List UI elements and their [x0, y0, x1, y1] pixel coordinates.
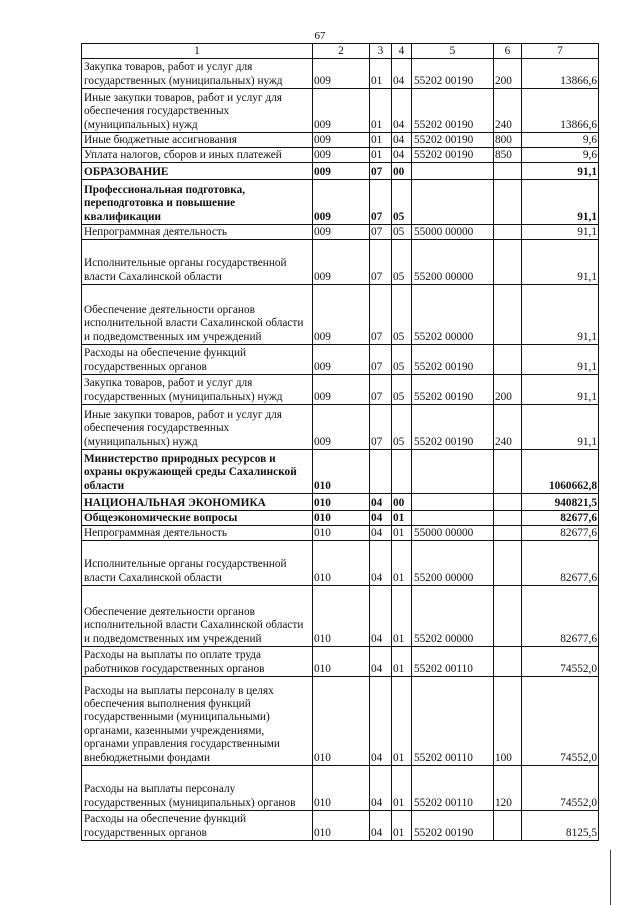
section-code-cell: 04 — [370, 647, 392, 677]
subsection-code-cell: 01 — [392, 766, 412, 811]
section-code-cell: 07 — [370, 285, 392, 345]
ministry-code-cell: 009 — [313, 345, 370, 375]
expense-type-cell: 200 — [494, 375, 522, 405]
expense-type-cell — [494, 450, 522, 494]
ministry-code-cell: 010 — [313, 494, 370, 511]
page-number: 67 — [314, 30, 326, 42]
table-row — [82, 285, 599, 345]
table-row — [82, 345, 599, 375]
section-code-cell: 04 — [370, 494, 392, 511]
amount-cell: 82677,6 — [522, 541, 599, 586]
table-row — [82, 526, 599, 541]
section-code-cell: 07 — [370, 345, 392, 375]
subsection-code-cell: 01 — [392, 541, 412, 586]
row-name-cell: Закупка товаров, работ и услуг для государственных (муниципальных) нужд — [82, 375, 313, 405]
target-article-cell: 55202 00110 — [412, 677, 494, 766]
section-code-cell: 04 — [370, 677, 392, 766]
subsection-code-cell: 05 — [392, 225, 412, 240]
subsection-code-cell: 05 — [392, 405, 412, 450]
amount-cell: 91,1 — [522, 345, 599, 375]
ministry-code-cell: 009 — [313, 285, 370, 345]
target-article-cell — [412, 180, 494, 225]
expense-type-cell — [494, 811, 522, 841]
section-code-cell: 01 — [370, 148, 392, 163]
amount-cell: 82677,6 — [522, 526, 599, 541]
amount-cell: 91,1 — [522, 180, 599, 225]
expense-type-cell — [494, 526, 522, 541]
row-name-cell: Обеспечение деятельности органов исполнительной власти Сахалинской области и подведомственных им учреждений — [82, 285, 313, 345]
target-article-cell: 55202 00190 — [412, 811, 494, 841]
row-name-cell: Иные бюджетные ассигнования — [82, 133, 313, 148]
table-row — [82, 180, 599, 225]
section-code-cell: 07 — [370, 225, 392, 240]
row-name-cell: Общеэкономические вопросы — [82, 511, 313, 526]
table-row — [82, 811, 599, 841]
column-number-row — [82, 44, 599, 59]
ministry-code-cell: 009 — [313, 133, 370, 148]
row-name-cell: Расходы на выплаты персоналу государственных (муниципальных) органов — [82, 766, 313, 811]
table-row — [82, 163, 599, 180]
subsection-code-cell: 04 — [392, 89, 412, 133]
amount-cell: 91,1 — [522, 285, 599, 345]
column-header: 6 — [494, 44, 522, 59]
row-name-cell: Расходы на выплаты персоналу в целях обеспечения выполнения функций государственными (муниципальными) органами, казенными учреждениями, органами управления государственными внебюджетными фондами — [82, 677, 313, 766]
ministry-code-cell: 010 — [313, 450, 370, 494]
target-article-cell: 55202 00110 — [412, 647, 494, 677]
expense-type-cell — [494, 285, 522, 345]
target-article-cell: 55202 00190 — [412, 59, 494, 89]
target-article-cell: 55202 00190 — [412, 405, 494, 450]
expense-type-cell — [494, 180, 522, 225]
row-name-cell: Расходы на выплаты по оплате труда работников государственных органов — [82, 647, 313, 677]
section-code-cell: 04 — [370, 811, 392, 841]
subsection-code-cell: 05 — [392, 345, 412, 375]
ministry-code-cell: 009 — [313, 59, 370, 89]
expense-type-cell — [494, 494, 522, 511]
target-article-cell — [412, 511, 494, 526]
table-row — [82, 405, 599, 450]
ministry-code-cell: 010 — [313, 766, 370, 811]
ministry-code-cell: 009 — [313, 405, 370, 450]
ministry-code-cell: 009 — [313, 163, 370, 180]
subsection-code-cell: 04 — [392, 133, 412, 148]
table-row — [82, 647, 599, 677]
expense-type-cell: 240 — [494, 89, 522, 133]
ministry-code-cell: 010 — [313, 647, 370, 677]
ministry-code-cell: 009 — [313, 148, 370, 163]
row-name-cell: Расходы на обеспечение функций государственных органов — [82, 345, 313, 375]
row-name-cell: Закупка товаров, работ и услуг для государственных (муниципальных) нужд — [82, 59, 313, 89]
subsection-code-cell: 04 — [392, 59, 412, 89]
amount-cell: 82677,6 — [522, 511, 599, 526]
target-article-cell — [412, 163, 494, 180]
subsection-code-cell: 05 — [392, 240, 412, 285]
target-article-cell: 55200 00000 — [412, 541, 494, 586]
target-article-cell: 55202 00190 — [412, 133, 494, 148]
column-header: 7 — [522, 44, 599, 59]
margin-line — [610, 850, 611, 905]
column-header: 4 — [392, 44, 412, 59]
row-name-cell: Непрограммная деятельность — [82, 225, 313, 240]
subsection-code-cell: 05 — [392, 375, 412, 405]
expense-type-cell — [494, 511, 522, 526]
target-article-cell — [412, 450, 494, 494]
ministry-code-cell: 009 — [313, 225, 370, 240]
amount-cell: 91,1 — [522, 225, 599, 240]
section-code-cell: 01 — [370, 89, 392, 133]
subsection-code-cell: 01 — [392, 511, 412, 526]
section-code-cell: 04 — [370, 541, 392, 586]
section-code-cell: 04 — [370, 511, 392, 526]
table-row — [82, 148, 599, 163]
amount-cell: 74552,0 — [522, 677, 599, 766]
amount-cell: 9,6 — [522, 133, 599, 148]
table-row — [82, 225, 599, 240]
amount-cell: 1060662,8 — [522, 450, 599, 494]
column-header: 5 — [412, 44, 494, 59]
ministry-code-cell: 010 — [313, 586, 370, 647]
ministry-code-cell: 010 — [313, 677, 370, 766]
target-article-cell: 55202 00000 — [412, 586, 494, 647]
subsection-code-cell: 01 — [392, 811, 412, 841]
section-code-cell: 07 — [370, 375, 392, 405]
amount-cell: 8125,5 — [522, 811, 599, 841]
ministry-code-cell: 009 — [313, 240, 370, 285]
amount-cell: 13866,6 — [522, 89, 599, 133]
table-row — [82, 133, 599, 148]
expense-type-cell: 850 — [494, 148, 522, 163]
table-row — [82, 240, 599, 285]
row-name-cell: ОБРАЗОВАНИЕ — [82, 163, 313, 180]
target-article-cell: 55202 00190 — [412, 375, 494, 405]
row-name-cell: Обеспечение деятельности органов исполнительной власти Сахалинской области и подведомственных им учреждений — [82, 586, 313, 647]
expense-type-cell — [494, 345, 522, 375]
row-name-cell: Иные закупки товаров, работ и услуг для обеспечения государственных (муниципальных) нужд — [82, 405, 313, 450]
budget-table — [81, 43, 599, 841]
section-code-cell: 04 — [370, 526, 392, 541]
table-row — [82, 766, 599, 811]
expense-type-cell: 240 — [494, 405, 522, 450]
target-article-cell: 55202 00190 — [412, 345, 494, 375]
row-name-cell: Иные закупки товаров, работ и услуг для обеспечения государственных (муниципальных) нужд — [82, 89, 313, 133]
ministry-code-cell: 010 — [313, 541, 370, 586]
subsection-code-cell: 04 — [392, 148, 412, 163]
row-name-cell: Исполнительные органы государственной власти Сахалинской области — [82, 541, 313, 586]
target-article-cell: 55000 00000 — [412, 225, 494, 240]
expense-type-cell: 100 — [494, 677, 522, 766]
amount-cell: 91,1 — [522, 163, 599, 180]
table-row — [82, 375, 599, 405]
ministry-code-cell: 010 — [313, 526, 370, 541]
expense-type-cell: 800 — [494, 133, 522, 148]
ministry-code-cell: 009 — [313, 89, 370, 133]
subsection-code-cell: 01 — [392, 677, 412, 766]
table-body — [82, 44, 599, 841]
subsection-code-cell: 05 — [392, 285, 412, 345]
row-name-cell: Уплата налогов, сборов и иных платежей — [82, 148, 313, 163]
column-header: 1 — [82, 44, 313, 59]
table-row — [82, 450, 599, 494]
expense-type-cell — [494, 240, 522, 285]
section-code-cell: 07 — [370, 180, 392, 225]
expense-type-cell — [494, 541, 522, 586]
target-article-cell — [412, 494, 494, 511]
amount-cell: 74552,0 — [522, 647, 599, 677]
amount-cell: 91,1 — [522, 405, 599, 450]
row-name-cell: Исполнительные органы государственной власти Сахалинской области — [82, 240, 313, 285]
expense-type-cell: 200 — [494, 59, 522, 89]
expense-type-cell: 120 — [494, 766, 522, 811]
row-name-cell: Министерство природных ресурсов и охраны окружающей среды Сахалинской области — [82, 450, 313, 494]
amount-cell: 13866,6 — [522, 59, 599, 89]
table-row — [82, 511, 599, 526]
section-code-cell: 04 — [370, 766, 392, 811]
amount-cell: 74552,0 — [522, 766, 599, 811]
table-row — [82, 586, 599, 647]
column-header: 2 — [313, 44, 370, 59]
target-article-cell: 55202 00000 — [412, 285, 494, 345]
amount-cell: 940821,5 — [522, 494, 599, 511]
amount-cell: 9,6 — [522, 148, 599, 163]
table-row — [82, 494, 599, 511]
section-code-cell: 07 — [370, 163, 392, 180]
row-name-cell: Непрограммная деятельность — [82, 526, 313, 541]
subsection-code-cell: 01 — [392, 526, 412, 541]
table-row — [82, 541, 599, 586]
row-name-cell: Профессиональная подготовка, переподготовка и повышение квалификации — [82, 180, 313, 225]
expense-type-cell — [494, 586, 522, 647]
ministry-code-cell: 009 — [313, 375, 370, 405]
amount-cell: 91,1 — [522, 240, 599, 285]
ministry-code-cell: 009 — [313, 180, 370, 225]
subsection-code-cell: 01 — [392, 586, 412, 647]
subsection-code-cell: 05 — [392, 180, 412, 225]
table-row — [82, 89, 599, 133]
table-row — [82, 677, 599, 766]
target-article-cell: 55202 00190 — [412, 148, 494, 163]
expense-type-cell — [494, 163, 522, 180]
section-code-cell: 07 — [370, 405, 392, 450]
section-code-cell: 04 — [370, 586, 392, 647]
section-code-cell: 01 — [370, 133, 392, 148]
subsection-code-cell: 00 — [392, 163, 412, 180]
subsection-code-cell — [392, 450, 412, 494]
subsection-code-cell: 01 — [392, 647, 412, 677]
ministry-code-cell: 010 — [313, 811, 370, 841]
row-name-cell: НАЦИОНАЛЬНАЯ ЭКОНОМИКА — [82, 494, 313, 511]
target-article-cell: 55202 00190 — [412, 89, 494, 133]
ministry-code-cell: 010 — [313, 511, 370, 526]
target-article-cell: 55000 00000 — [412, 526, 494, 541]
table-row — [82, 59, 599, 89]
column-header: 3 — [370, 44, 392, 59]
section-code-cell: 01 — [370, 59, 392, 89]
target-article-cell: 55200 00000 — [412, 240, 494, 285]
expense-type-cell — [494, 647, 522, 677]
section-code-cell — [370, 450, 392, 494]
target-article-cell: 55202 00110 — [412, 766, 494, 811]
row-name-cell: Расходы на обеспечение функций государственных органов — [82, 811, 313, 841]
subsection-code-cell: 00 — [392, 494, 412, 511]
amount-cell: 91,1 — [522, 375, 599, 405]
expense-type-cell — [494, 225, 522, 240]
section-code-cell: 07 — [370, 240, 392, 285]
amount-cell: 82677,6 — [522, 586, 599, 647]
